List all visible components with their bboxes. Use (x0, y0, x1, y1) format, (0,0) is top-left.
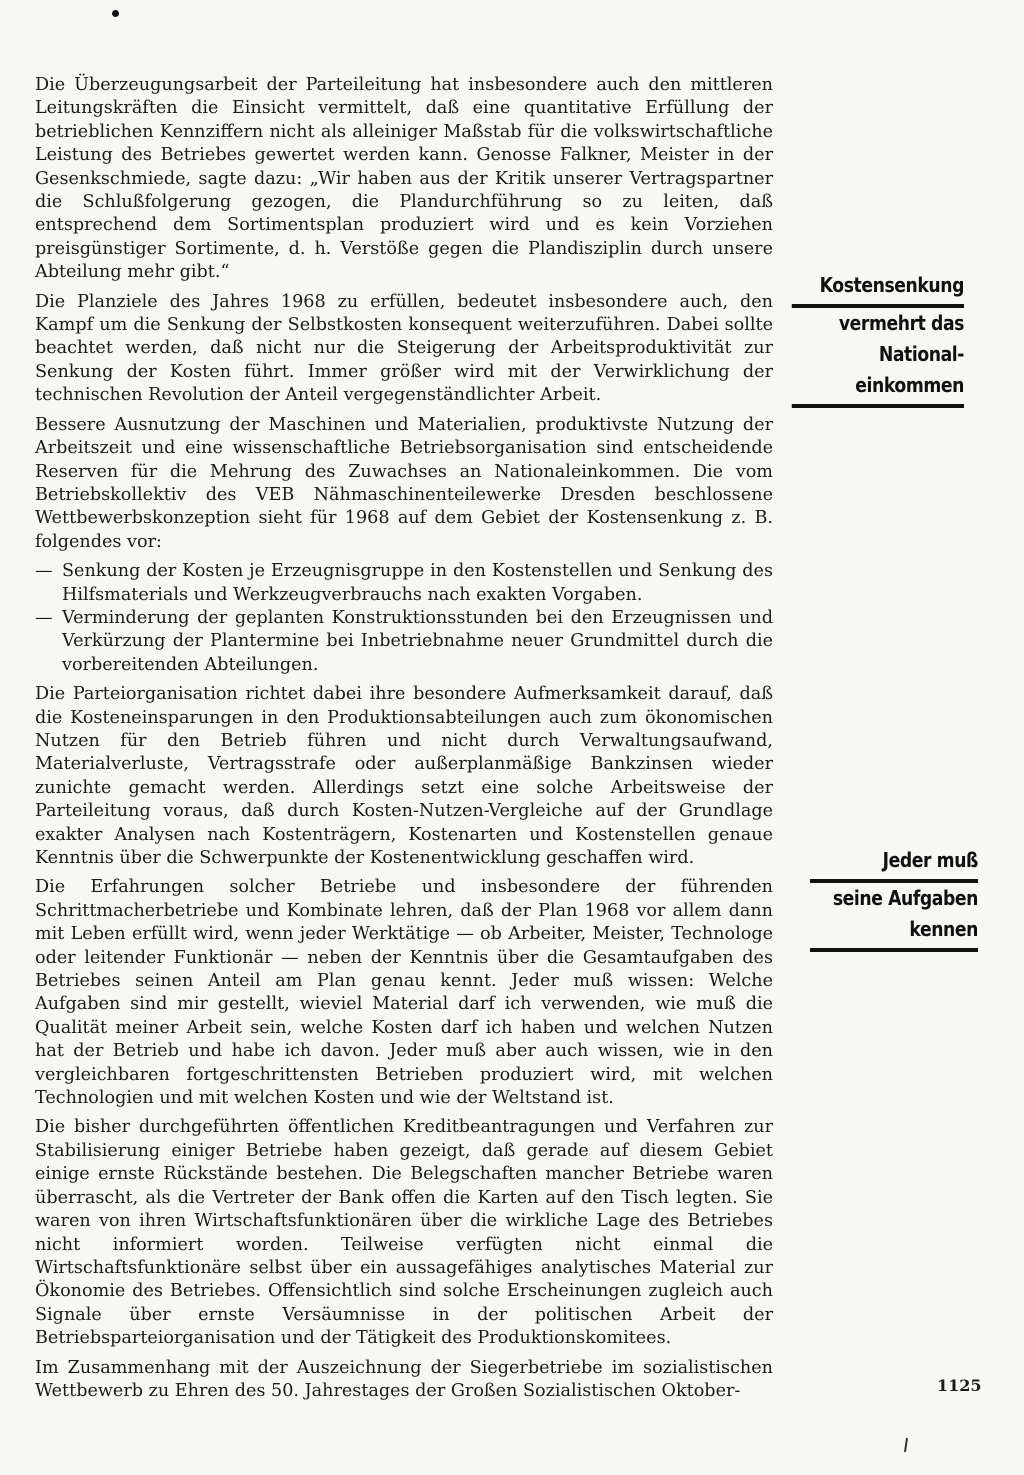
dash-marker: — (35, 561, 53, 582)
side-note-line: Jeder muß (882, 848, 978, 872)
side-note-line: vermehrt das (838, 311, 964, 335)
list-item (35, 607, 773, 677)
side-note-line: seine Aufgaben (832, 886, 978, 910)
paragraph-5: Die Erfahrungen solcher Betriebe und insbesondere der führenden Schrittmacherbetriebe und Kombinate lehren, daß der Plan 1968 vor allem dann mit Leben erfüllt wird, wenn jeder Werktätige — ob Arbeiter, Meister, Technologe oder leitender Funktionär — neben der Kenntnis über die Gesamtaufgaben des Betriebes seinen Anteil am Plan genau kennt. Jeder muß wissen: Welche Aufgaben sind mir gestellt, wieviel Material darf ich verwenden, wie muß die Qualität meiner Arbeit sein, welche Kosten darf ich haben und welchen Nutzen hat der Betrieb und habe ich davon. Jeder muß aber auch wissen, wie in den vergleichbaren fortgeschrittensten Betrieben produziert wird, mit welchen Technologien und mit welchen Kosten und wie der Weltstand ist. (35, 877, 773, 1109)
list-item-text: Verminderung der geplanten Konstruktionsstunden bei den Erzeugnissen und Verkürzung der Plantermine bei Inbetriebnahme neuer Grundmittel durch die vorbereitenden Abteilungen. (62, 607, 773, 675)
paragraph-3: Bessere Ausnutzung der Maschinen und Materialien, produktivste Nutzung der Arbeitszeit und eine wissenschaftliche Betriebsorganisation sind entscheidende Reserven für die Mehrung des Zuwachses an Nationaleinkommen. Die vom Betriebskollektiv des VEB Nähmaschinenteilewerke Dresden beschlossene Wettbewerbskonzeption sieht für 1968 auf dem Gebiet der Kostensenkung z. B. folgendes vor: (35, 414, 773, 552)
scan-speck (904, 1438, 908, 1452)
side-note-line: National- (878, 342, 964, 366)
side-note-line: einkommen (855, 373, 964, 397)
side-note-rule (810, 948, 978, 952)
side-note-aufgaben (810, 845, 978, 952)
paragraph-1: Die Überzeugungsarbeit der Parteileitung hat insbesondere auch den mittleren Leitungskräften die Einsicht vermittelt, daß eine quantitative Erfüllung der betrieblichen Kennziffern nicht als alleiniger Maßstab für die volkswirtschaftliche Leistung des Betriebes gewertet werden kann. Genosse Falkner, Meister in der Gesenkschmiede, sagte dazu: „Wir haben aus der Kritik unserer Vertragspartner die Schlußfolgerung gezogen, die Plandurchführung so zu leiten, daß entsprechend dem Sortimentsplan produziert wird und es kein Vorziehen preisgünstiger Sortimente, d. h. Verstöße gegen die Plandisziplin durch unsere Abteilung mehr gibt.“ (35, 75, 773, 283)
bullet-dot-mark (112, 10, 119, 17)
page-number: 1125 (937, 1376, 982, 1395)
dash-marker: — (35, 607, 53, 628)
side-note-line: Kostensenkung (819, 273, 964, 297)
body-text (35, 74, 773, 1409)
list-item (35, 560, 773, 607)
side-note-line: kennen (909, 917, 978, 941)
cost-reduction-list (35, 560, 773, 677)
side-note-rule (792, 404, 964, 408)
paragraph-4: Die Parteiorganisation richtet dabei ihre besondere Aufmerksamkeit darauf, daß die Kosteneinsparungen in den Produktionsabteilungen auch zum ökonomischen Nutzen für den Betrieb führen und nicht durch Verwaltungsaufwand, Materialverluste, Vertragsstrafe oder außerplanmäßige Bankzinsen wieder zunichte gemacht werden. Allerdings setzt eine solche Arbeitsweise der Parteileitung voraus, daß durch Kosten-Nutzen-Vergleiche auf der Grundlage exakter Analysen nach Kostenträgern, Kostenarten und Kostenstellen genaue Kenntnis über die Schwerpunkte der Kostenentwicklung geschaffen wird. (35, 684, 773, 868)
side-note-kostensenkung (792, 270, 964, 408)
list-item-text: Senkung der Kosten je Erzeugnisgruppe in den Kostenstellen und Senkung des Hilfsmaterials und Werkzeugverbrauchs nach exakten Vorgaben. (62, 561, 773, 605)
paragraph-2: Die Planziele des Jahres 1968 zu erfüllen, bedeutet insbesondere auch, den Kampf um die Senkung der Selbstkosten konsequent weiterzuführen. Dabei sollte beachtet werden, daß nicht nur die Steigerung der Arbeitsproduktivität zur Senkung der Kosten führt. Immer größer wird mit der Verwirklichung der technischen Revolution der Anteil vergegenständlichter Arbeit. (35, 291, 773, 406)
paragraph-6: Die bisher durchgeführten öffentlichen Kreditbeantragungen und Verfahren zur Stabilisierung einiger Betriebe haben gezeigt, daß gerade auf diesem Gebiet einige ernste Rückstände bestehen. Die Belegschaften mancher Betriebe waren überrascht, als die Vertreter der Bank offen die Karten auf den Tisch legten. Sie waren von ihren Wirtschaftsfunktionären über die wirkliche Lage des Betriebes nicht informiert worden. Teilweise verfügten nicht einmal die Wirtschaftsfunktionäre selbst über ein aussagefähiges analytisches Material zur Ökonomie des Betriebes. Offensichtlich sind solche Erscheinungen zugleich auch Signale über ernste Versäumnisse in der politischen Arbeit der Betriebsparteiorganisation und der Tätigkeit des Produktionskomitees. (35, 1117, 773, 1349)
paragraph-7: Im Zusammenhang mit der Auszeichnung der Siegerbetriebe im sozialistischen Wettbewerb zu Ehren des 50. Jahrestages der Großen Sozialistischen Oktober- (35, 1357, 773, 1401)
